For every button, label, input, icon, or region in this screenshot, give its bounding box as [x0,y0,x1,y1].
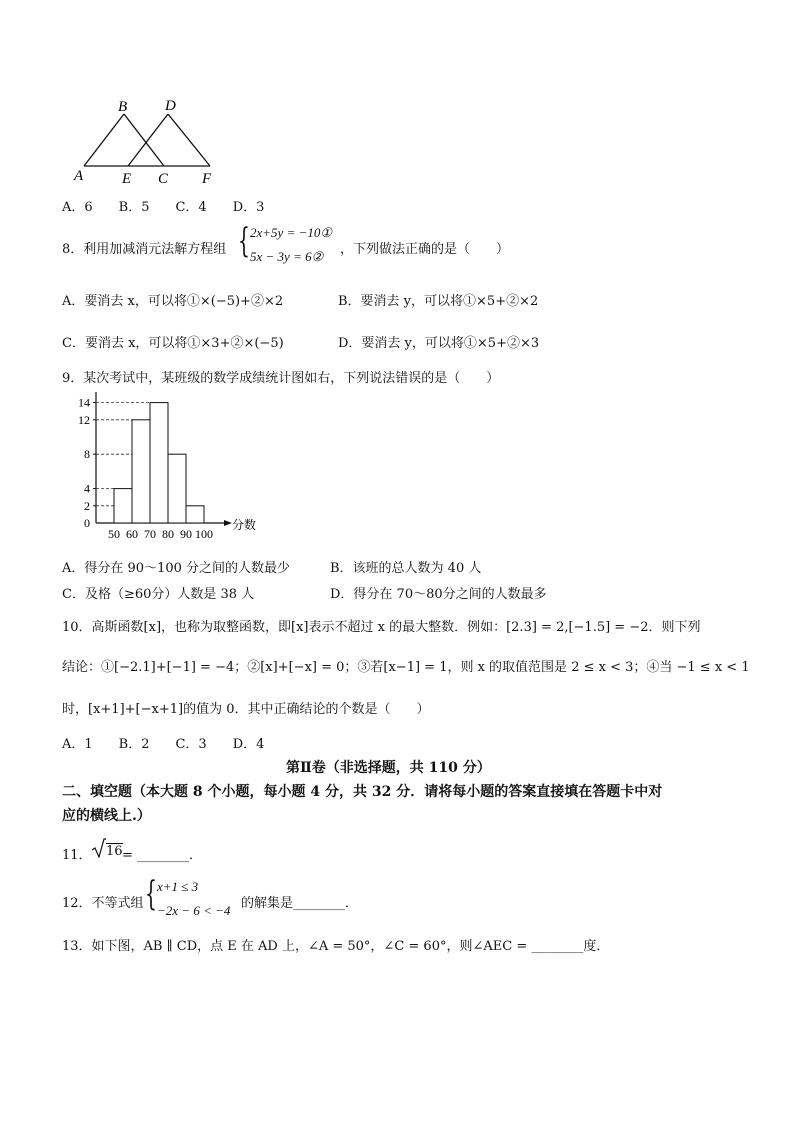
x-tick-label: 100 [195,527,213,541]
histogram-bar [168,454,186,523]
label-A: A [74,168,84,184]
q7-options: A．6 B．5 C．4 D．3 [62,200,265,215]
q10-line-2: 结论：①[−2.1]+[−1] = −4；②[x]+[−x] = 0；③若[x−1] = 1，则 x 的取值范围是 2 ≤ x < 3；④当 −1 ≤ x < 1 [62,660,750,675]
q9-option-d: D．得分在 70～80分之间的人数最多 [330,587,547,602]
q8-stem-prefix: 8．利用加减消元法解方程组 [62,242,227,257]
q8-option-b: B．要消去 y，可以将①×5+②×2 [338,294,539,309]
histogram-bar [150,403,168,523]
section-heading-line-1: 二、填空题（本大题 8 个小题，每小题 4 分，共 32 分．请将每小题的答案直接填在答题卡中对 [62,784,663,800]
x-tick-label: 50 [108,527,120,541]
q12-prefix: 12．不等式组 [62,896,144,911]
q12-suffix: 的解集是________． [241,896,359,911]
q9-stem: 9．某次考试中，某班级的数学成绩统计图如右，下列说法错误的是（ ） [62,371,500,386]
q9-option-a: A．得分在 90～100 分之间的人数最少 [62,561,291,576]
label-C: C [158,171,169,186]
section-heading-line-2: 应的横线上.） [62,808,151,824]
label-E: E [122,171,132,186]
q9-option-b: B．该班的总人数为 40 人 [330,561,482,576]
q8-option-d: D．要消去 y，可以将①×5+②×3 [338,336,540,351]
x-tick-label: 60 [126,527,138,541]
q12-system-brace: { [145,874,157,914]
y-tick-label: 0 [84,516,90,530]
y-tick-label: 4 [84,481,90,496]
q12-inequality-2: −2x − 6 < −4 [157,903,231,918]
histogram-bar [186,506,204,523]
q9-option-c: C．及格（≥60分）人数是 38 人 [62,587,255,602]
x-tick-label: 90 [180,527,192,541]
y-tick-label: 2 [84,498,90,513]
triangle-figure [68,92,228,186]
q8-option-c: C．要消去 x，可以将①×3+②×(−5) [62,336,284,351]
x-axis-arrow [224,520,232,526]
q11-number: 11． [62,848,92,863]
q8-equation-1: 2x+5y = −10① [250,225,333,240]
y-tick-label: 12 [78,412,90,427]
x-axis-label: 分数 [232,518,257,532]
y-tick-label: 14 [78,395,90,410]
x-tick-label: 80 [162,527,174,541]
q11-radicand: 16 [106,844,123,859]
q12-inequality-1: x+1 ≤ 3 [157,879,199,894]
histogram-bar [114,489,132,523]
x-tick-label: 70 [144,527,156,541]
section-title: 第Ⅱ卷（非选择题，共 110 分） [286,760,491,776]
label-B: B [118,99,128,115]
histogram-bar [132,420,150,523]
q10-line-3: 时，[x+1]+[−x+1]的值为 0．其中正确结论的个数是（ ） [62,702,430,717]
q10-line-1: 10．高斯函数[x]，也称为取整函数，即[x]表示不超过 x 的最大整数．例如：[2.3] = 2,[−1.5] = −2．则下列 [62,620,701,635]
q11-blank: = ________． [122,848,203,863]
label-D: D [165,98,176,114]
label-F: F [202,171,212,186]
q8-option-a: A．要消去 x，可以将①×(−5)+②×2 [62,294,284,309]
y-tick-label: 8 [84,447,90,462]
q10-options: A．1 B．2 C．3 D．4 [62,737,265,752]
score-histogram [66,392,266,548]
q13-text: 13．如下图，AB ∥ CD，点 E 在 AD 上，∠A = 50°，∠C = 60°，则∠AEC = ________度． [62,939,610,954]
q8-stem-suffix: ，下列做法正确的是（ ） [340,242,510,257]
q8-system-brace: { [238,221,250,261]
sqrt-sign [92,838,106,858]
q8-equation-2: 5x − 3y = 6② [250,249,324,264]
